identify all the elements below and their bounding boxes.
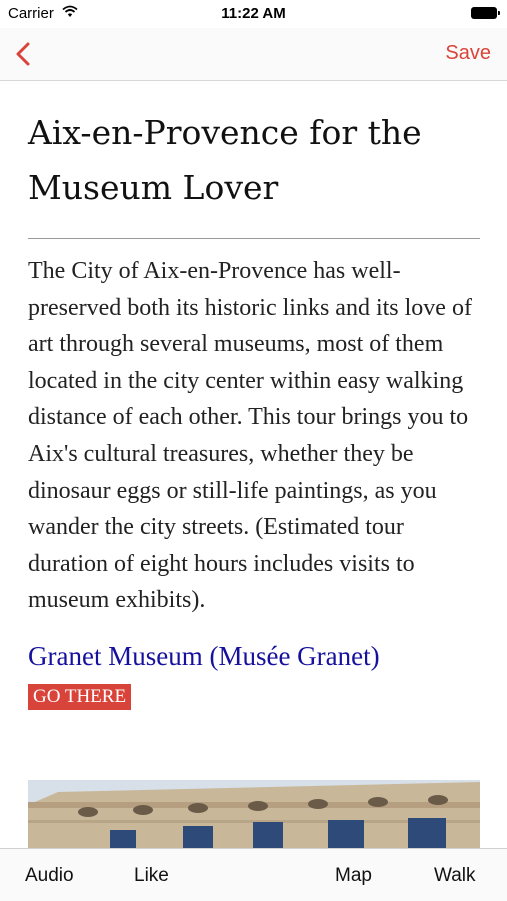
tour-description: The City of Aix-en-Provence has well-preserved both its historic links and its love of art through several museums, most of them located in the city center within easy walking distance of each other. This tour brings you to Aix's cultural treasures, whether they be dinosaur eggs or still-life paintings, as you wander the city streets. (Estimated tour duration of eight hours includes visits to museum exhibits). [28,258,472,614]
article-content [28,80,480,710]
tab-audio[interactable]: Audio [25,865,74,886]
save-button[interactable]: Save [445,42,491,64]
tab-map[interactable]: Map [335,865,372,886]
page-title: Aix-en-Provence for the Museum Lover [28,113,422,207]
go-there-button[interactable]: GO THERE [28,684,131,710]
poi-title-link[interactable]: Granet Museum (Musée Granet) [28,640,380,671]
battery-icon [471,7,497,19]
navigation-bar [0,28,507,81]
tab-like[interactable]: Like [134,865,169,886]
back-button[interactable] [10,36,40,72]
tab-bar [0,848,507,901]
chevron-left-icon [10,36,34,72]
carrier-label: Carrier [8,5,54,22]
status-bar [0,0,507,28]
divider [28,238,480,239]
tab-walk[interactable]: Walk [434,865,476,886]
museum-photo [28,780,480,850]
status-time: 11:22 AM [221,5,286,22]
